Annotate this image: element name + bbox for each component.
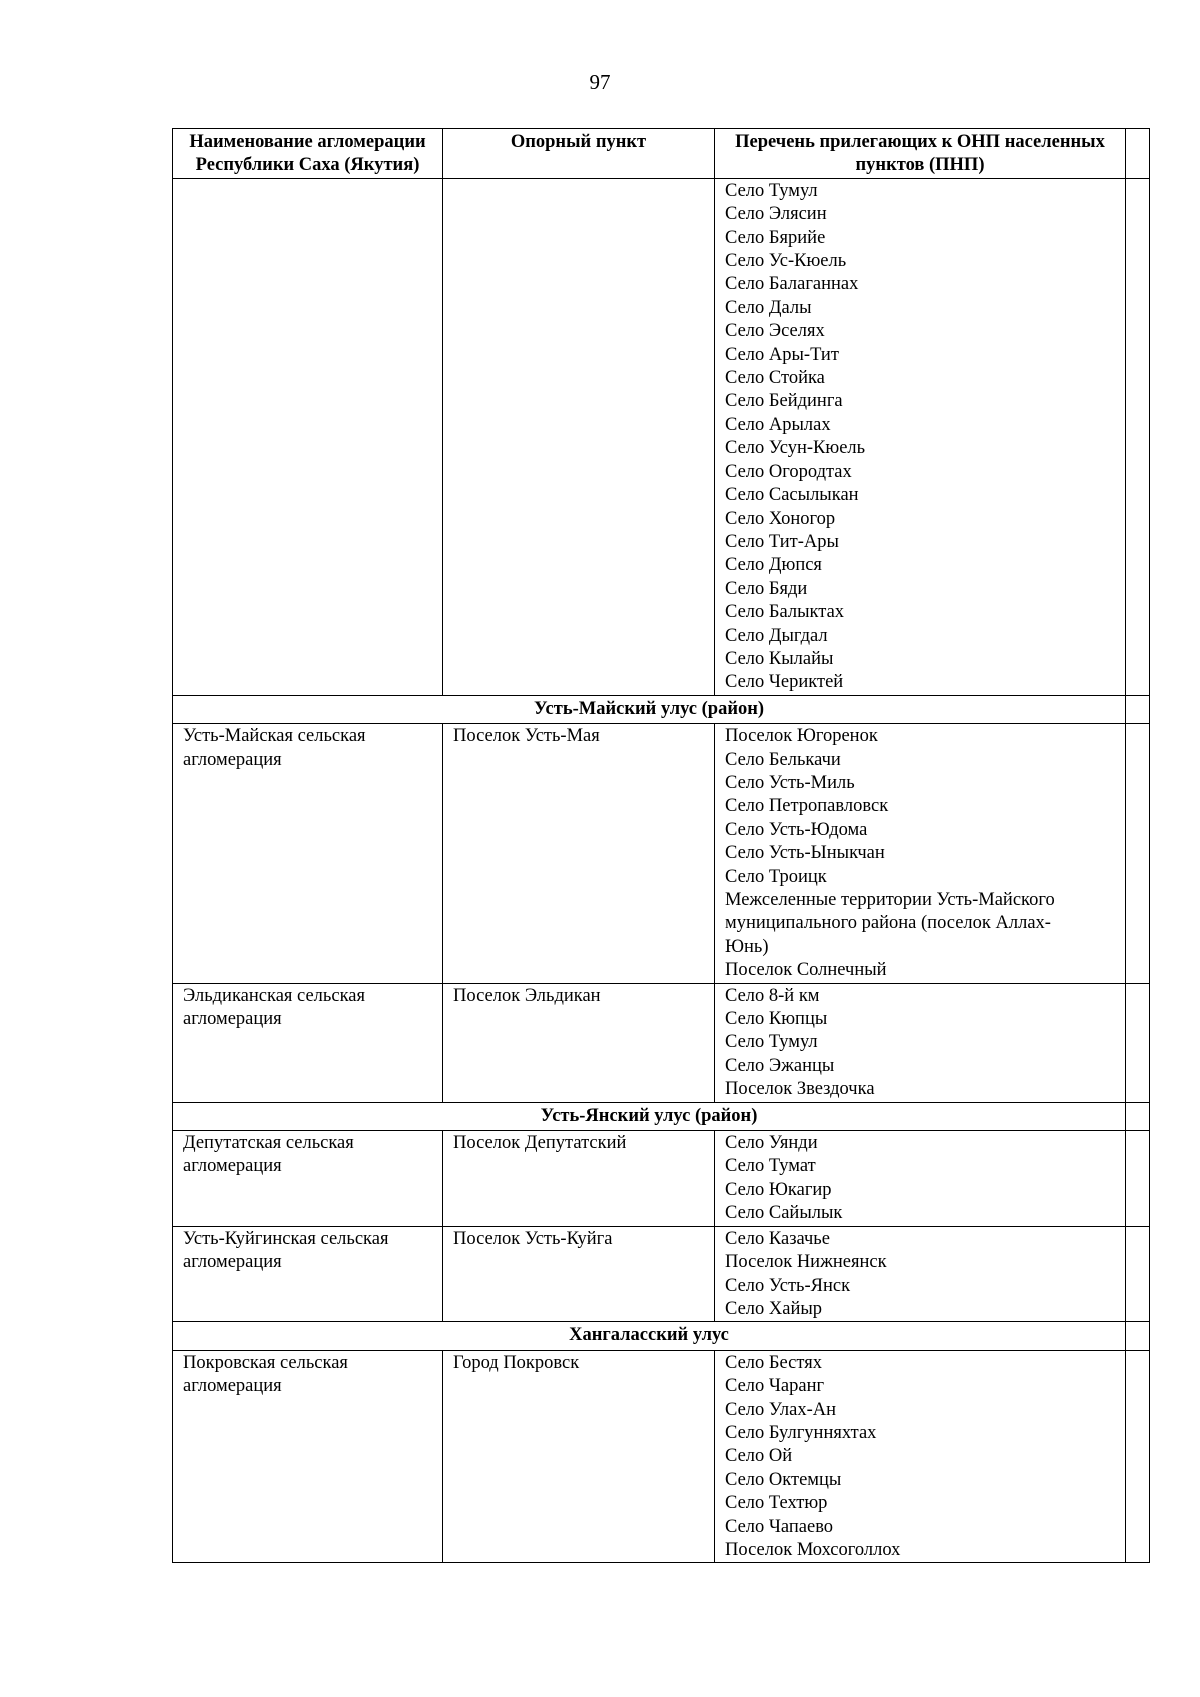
settlement-item: Поселок Солнечный [725, 960, 887, 981]
extra-cell [1126, 1350, 1150, 1563]
agglomeration-table [172, 128, 1150, 1563]
settlement-item: Село Бярийе [725, 227, 826, 248]
hub-cell [443, 983, 715, 1102]
settlement-item: Межселенные территории Усть-Майского [725, 890, 1055, 910]
agglomeration-name-line: агломерация [183, 1009, 282, 1030]
settlement-item: муниципального района (поселок Аллах- [725, 913, 1051, 934]
page-number: 97 [589, 70, 611, 94]
settlement-item: Село Кюпцы [725, 1009, 828, 1030]
section-row [173, 1102, 1150, 1130]
table-row [173, 1350, 1150, 1563]
agglomeration-name-cell [173, 178, 443, 695]
extra-cell [1126, 1102, 1150, 1130]
settlement-item: Село Усун-Кюель [725, 438, 866, 459]
agglomeration-name-cell [173, 1350, 443, 1563]
section-title: Усть-Янский улус (район) [173, 1102, 1126, 1130]
hub-name: Поселок Усть-Куйга [453, 1228, 613, 1249]
settlement-item: Село Дюпся [725, 555, 822, 576]
extra-cell [1126, 983, 1150, 1102]
extra-cell [1126, 724, 1150, 983]
table-row [173, 983, 1150, 1102]
header-extra [1126, 129, 1150, 179]
agglomeration-name-cell [173, 724, 443, 983]
agglomeration-name-line: Усть-Куйгинская сельская [183, 1228, 389, 1249]
hub-cell [443, 178, 715, 695]
settlement-item: Село Тит-Ары [725, 531, 839, 552]
settlements-cell [715, 1226, 1126, 1322]
extra-cell [1126, 178, 1150, 695]
settlement-item: Село Тумул [725, 180, 818, 201]
settlement-item: Село Усть-Юдома [725, 819, 868, 840]
settlement-item: Поселок Нижнеянск [725, 1252, 887, 1273]
settlements-cell [715, 1350, 1126, 1563]
agglomeration-name-line: Покровская сельская [183, 1352, 348, 1373]
settlement-item: Село 8-й км [725, 985, 820, 1006]
settlement-item: Село Бяди [725, 578, 808, 599]
hub-cell [443, 1131, 715, 1227]
header-hub: Опорный пункт [443, 129, 715, 179]
settlement-item: Село Техтюр [725, 1493, 828, 1514]
section-row [173, 1322, 1150, 1350]
hub-cell [443, 1226, 715, 1322]
settlement-item: Село Чапаево [725, 1516, 834, 1537]
extra-cell [1126, 1131, 1150, 1227]
agglomeration-name-line: агломерация [183, 749, 282, 770]
hub-name: Город Покровск [453, 1352, 580, 1373]
section-row [173, 695, 1150, 723]
extra-cell [1126, 1322, 1150, 1350]
settlement-item: Поселок Мохсоголлох [725, 1539, 901, 1560]
hub-cell [443, 724, 715, 983]
agglomeration-name-line: агломерация [183, 1156, 282, 1177]
hub-name: Поселок Усть-Мая [453, 726, 600, 747]
table-row [173, 1226, 1150, 1322]
settlement-item: Село Чаранг [725, 1376, 825, 1397]
extra-cell [1126, 695, 1150, 723]
settlement-item: Село Усть-Янск [725, 1275, 851, 1296]
section-title: Усть-Майский улус (район) [173, 695, 1126, 723]
section-title: Хангаласский улус [173, 1322, 1126, 1350]
table-row [173, 178, 1150, 695]
settlement-item: Село Хайыр [725, 1298, 823, 1319]
settlement-item: Село Чериктей [725, 672, 844, 693]
settlement-item: Село Октемцы [725, 1469, 842, 1490]
settlement-item: Село Усть-Миль [725, 772, 855, 793]
settlement-item: Село Усть-Ыныкчан [725, 843, 885, 864]
settlement-item: Село Бейдинга [725, 391, 843, 412]
hub-name: Поселок Депутатский [453, 1133, 627, 1154]
table-row [173, 1131, 1150, 1227]
settlement-item: Село Эжанцы [725, 1055, 835, 1076]
settlement-item: Село Троицк [725, 866, 827, 887]
settlements-cell [715, 983, 1126, 1102]
settlement-item: Село Элясин [725, 204, 827, 225]
settlement-item: Село Юкагир [725, 1179, 832, 1200]
settlement-item: Село Булгунняхтах [725, 1422, 877, 1443]
settlement-item: Село Балыктах [725, 602, 845, 623]
hub-name: Поселок Эльдикан [453, 985, 601, 1006]
settlement-item: Село Арылах [725, 414, 831, 435]
settlements-cell [715, 724, 1126, 983]
settlement-item: Село Эселях [725, 321, 825, 342]
settlement-item: Село Огородтах [725, 461, 852, 482]
settlement-item: Село Уянди [725, 1133, 818, 1154]
agglomeration-name-cell [173, 983, 443, 1102]
settlement-item: Село Далы [725, 297, 812, 318]
extra-cell [1126, 1226, 1150, 1322]
settlement-item: Село Тумул [725, 1032, 818, 1053]
agglomeration-name-line: Депутатская сельская [183, 1133, 354, 1154]
table-row [173, 724, 1150, 983]
hub-cell [443, 1350, 715, 1563]
settlement-item: Село Казачье [725, 1228, 830, 1249]
settlement-item: Село Ус-Кюель [725, 251, 847, 272]
agglomeration-name-line: агломерация [183, 1376, 282, 1397]
agglomeration-name-line: Усть-Майская сельская [183, 726, 366, 747]
header-agglomeration-name: Наименование агломерации Республики Саха (Якутия) [173, 129, 443, 179]
settlement-item: Село Стойка [725, 368, 825, 389]
settlement-item: Село Балаганнах [725, 274, 859, 295]
settlement-item: Село Сасылыкан [725, 485, 859, 506]
settlement-item: Село Бестях [725, 1352, 822, 1373]
settlement-item: Село Дыгдал [725, 625, 828, 646]
settlement-item: Поселок Югоренок [725, 726, 878, 747]
settlement-item: Село Улах-Ан [725, 1399, 837, 1420]
settlement-item: Юнь) [725, 936, 769, 957]
table-header-row [173, 129, 1150, 179]
settlement-item: Село Ой [725, 1446, 793, 1467]
settlement-item: Село Белькачи [725, 749, 841, 770]
settlements-cell [715, 178, 1126, 695]
header-settlements: Перечень прилегающих к ОНП населенных пунктов (ПНП) [715, 129, 1126, 179]
settlement-item: Село Ары-Тит [725, 344, 839, 365]
settlement-item: Село Петропавловск [725, 796, 889, 817]
agglomeration-name-cell [173, 1131, 443, 1227]
settlement-item: Село Сайылык [725, 1203, 843, 1224]
settlements-cell [715, 1131, 1126, 1227]
agglomeration-name-cell [173, 1226, 443, 1322]
settlement-item: Село Тумат [725, 1156, 816, 1177]
agglomeration-name-line: агломерация [183, 1252, 282, 1273]
settlement-item: Село Кылайы [725, 648, 834, 669]
agglomeration-name-line: Эльдиканская сельская [183, 985, 365, 1006]
settlement-item: Поселок Звездочка [725, 1079, 875, 1100]
table-body [173, 178, 1150, 1563]
settlement-item: Село Хоногор [725, 508, 836, 529]
